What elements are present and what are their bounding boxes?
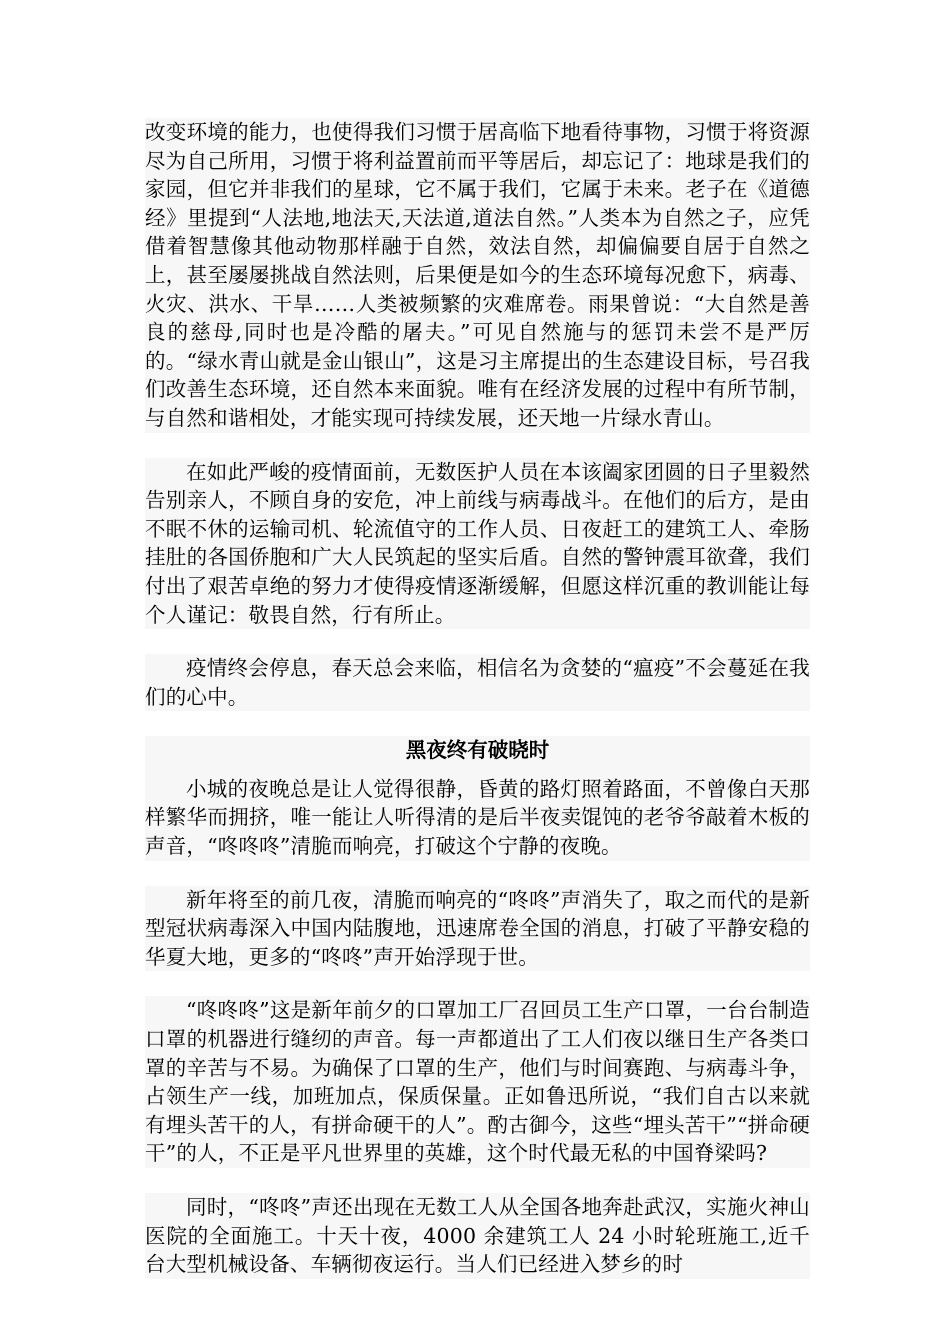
paragraph-new-year-virus: 新年将至的前几夜，清脆而响亮的“咚咚”声消失了，取之而代的是新型冠状病毒深入中国内陆腹地，迅速席卷全国的消息，打破了平静安稳的华夏大地，更多的“咚咚”声开始浮现于世。	[145, 887, 810, 969]
paragraph-gap	[145, 861, 810, 886]
paragraph-gap	[145, 971, 810, 996]
paragraph-gap	[145, 629, 810, 654]
paragraph-gap	[145, 711, 810, 736]
document-page	[145, 118, 810, 1279]
paragraph-nature-harmony: 改变环境的能力，也使得我们习惯于居高临下地看待事物，习惯于将资源尽为自己所用，习惯于将利益置前而平等居后，却忘记了：地球是我们的家园，但它并非我们的星球，它不属于我们，它属于未来。老子在《道德经》里提到“人法地,地法天,天法道,道法自然。”人类本为自然之子，应凭借着智慧像其他动物那样融于自然，效法自然，却偏偏要自居于自然之上，甚至屡屡挑战自然法则，后果便是如今的生态环境每况愈下，病毒、火灾、洪水、干旱……人类被频繁的灾难席卷。雨果曾说：“大自然是善良的慈母,同时也是冷酷的屠夫。”可见自然施与的惩罚未尝不是严厉的。“绿水青山就是金山银山”，这是习主席提出的生态建设目标，号召我们改善生态环境，还自然本来面貌。唯有在经济发展的过程中有所节制，与自然和谐相处，才能实现可持续发展，还天地一片绿水青山。	[145, 120, 810, 430]
paragraph-gap	[145, 1168, 810, 1193]
paragraph-mask-factory: “咚咚咚”这是新年前夕的口罩加工厂召回员工生产口罩，一台台制造口罩的机器进行缝纫的声音。每一声都道出了工人们夜以继日生产各类口罩的辛苦与不易。为确保了口罩的生产，他们与时间赛跑、与病毒斗争，占领生产一线，加班加点，保质保量。正如鲁迅所说，“我们自古以来就有埋头苦干的人，有拼命硬干的人”。酌古御今，这些“埋头苦干”“拼命硬干”的人，不正是平凡世界里的英雄，这个时代最无私的中国脊梁吗?	[145, 998, 810, 1166]
essay-title: 黑夜终有破晓时	[405, 738, 550, 763]
paragraph-huoshenshan-hospital: 同时，“咚咚”声还出现在无数工人从全国各地奔赴武汉，实施火神山医院的全面施工。十天十夜，4000 余建筑工人 24 小时轮班施工,近千台大型机械设备、车辆彻夜运行。当人们已经进入梦乡的时	[145, 1195, 810, 1277]
title-gap	[145, 765, 810, 775]
paragraph-gap	[145, 433, 810, 458]
paragraph-frontline-workers: 在如此严峻的疫情面前，无数医护人员在本该阖家团圆的日子里毅然告别亲人，不顾自身的安危，冲上前线与病毒战斗。在他们的后方，是由不眠不休的运输司机、轮流值守的工作人员、日夜赶工的建筑工人、牵肠挂肚的各国侨胞和广大人民筑起的坚实后盾。自然的警钟震耳欲聋，我们付出了艰苦卓绝的努力才使得疫情逐渐缓解，但愿这样沉重的教训能让每个人谨记：敬畏自然，行有所止。	[145, 459, 810, 627]
paragraph-spring-will-come: 疫情终会停息，春天总会来临，相信名为贪婪的“瘟疫”不会蔓延在我们的心中。	[145, 656, 810, 709]
paragraph-quiet-town-night: 小城的夜晚总是让人觉得很静，昏黄的路灯照着路面，不曾像白天那样繁华而拥挤，唯一能让人听得清的是后半夜卖馄饨的老爷爷敲着木板的声音，“咚咚咚”清脆而响亮，打破这个宁静的夜晚。	[145, 776, 810, 859]
